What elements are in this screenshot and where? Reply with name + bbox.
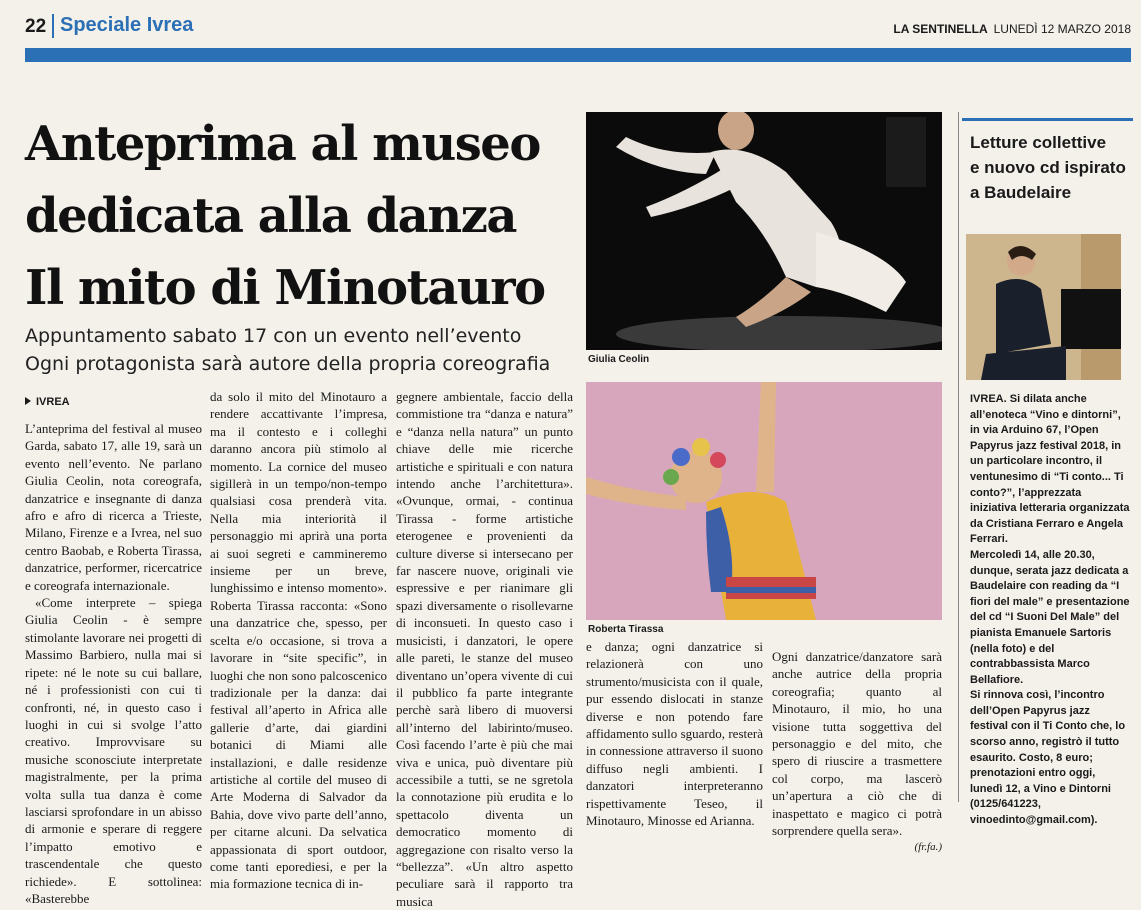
dateline-location: IVREA (36, 396, 70, 408)
section-bar (25, 48, 1131, 62)
headline-line: Anteprima al museo (25, 116, 540, 172)
page-number: 22 (25, 16, 47, 37)
article-paragraph: da solo il mito del Minotauro a rendere accattivante l’impresa, ma il contesto e i colleghi daranno ancora più stimolo al momento. La cornice del museo sigillerà in un tempo/non-tempo qualsiasi cosa prenderà vita. Nella mia interiorità il personaggio mi aprirà una porta ai suoi segreti e cammineremo insieme per un breve, lunghissimo e intenso momento». Roberta Tirassa racconta: «Sono una danzatrice che, spesso, per scelta e/o occasione, si trova a lavorare in “site specific”, in luoghi che non sono palcoscenico tradizionale per la danza: dai festival all’aperto in Africa alle gallerie d’arte, dai giardini botanici di Miami alle installazioni, e dalle residenze artistiche al cortile del museo di Arte Moderna di Salvador da Bahia, dove vivo parte dell’anno, per citarne alcuni. Da selvatica appassionata di sport outdoor, come tanti eporediesi, e per la mia formazione tecnica di in- (210, 389, 387, 892)
issue-date: LUNEDÌ 12 MARZO 2018 (993, 22, 1131, 36)
sidebar-body (970, 392, 1130, 829)
headline (25, 108, 585, 324)
sidebar-title-line: Letture collettive (970, 133, 1107, 152)
subheadline (25, 322, 585, 378)
subheadline-line: Appuntamento sabato 17 con un evento nell’evento (25, 325, 522, 347)
headline-line: dedicata alla danza (25, 188, 517, 244)
dateline (25, 396, 70, 408)
photo-roberta-tirassa (586, 382, 942, 620)
photo-pianist (966, 234, 1121, 380)
sidebar-title (970, 130, 1130, 205)
photo-caption: Giulia Ceolin (588, 354, 650, 365)
article-paragraph: L’anteprima del festival al museo Garda, sabato 17, alle 19, sarà un evento nell’evento. Ne parlano Giulia Ceolin, nota coreografa, danzatrice e insegnante di danza afro e afro di ricerca a Trieste, Milano, Firenze e a Ivrea, nel suo centro Baobab, e Roberta Tirassa, danzatrice, performer, ricercatrice e coreografa internazionale. (25, 421, 202, 593)
masthead (893, 22, 1131, 36)
sidebar-title-line: e nuovo cd ispirato (970, 158, 1126, 177)
sidebar-paragraph: Si rinnova così, l’incontro dell’Open Papyrus jazz festival con il Ti Conto che, lo scorso anno, registrò il tutto esaurito. Costo, 8 euro; prenotazioni entro oggi, lunedì 12, a Vino e Dintorni (0125/641223, vinoedinto@gmail.com). (970, 689, 1126, 827)
section-title: Speciale Ivrea (60, 14, 194, 36)
sidebar-paragraph: Mercoledì 14, alle 20.30, dunque, serata jazz dedicata a Baudelaire con reading da “I fiori del male” e presentazione del cd “I Suoni Del Male” del pianista Emanuele Sartoris (nella foto) e del contrabbassista Marco Bellafiore. (970, 548, 1130, 686)
article-column-5 (772, 648, 942, 857)
article-column-2 (210, 388, 387, 893)
article-column-4 (586, 638, 763, 829)
photo-giulia-ceolin (586, 112, 942, 350)
publication-name: LA SENTINELLA (893, 22, 988, 36)
headline-line: Il mito di Minotauro (25, 260, 545, 316)
article-column-3 (396, 388, 573, 910)
arrow-icon (25, 397, 31, 405)
photo-caption: Roberta Tirassa (588, 624, 664, 635)
subheadline-line: Ogni protagonista sarà autore della propria coreografia (25, 353, 551, 375)
article-paragraph: «Come interprete – spiega Giulia Ceolin - è sempre stimolante lavorare nei progetti di Massimo Barbiero, nulla mai si ripete: né le note su cui ballare, né i professionisti con cui ti confronti, né, in questo caso i luoghi in cui si svolge l’atto creativo. Improvvisare su musiche sconosciute interpretate magistralmente, per la prima volta sulla tua danza è come lasciarsi sprofondare in un abisso di armonie e sperare di reggere l’impatto emotivo e trascendentale che questo richiede». E sottolinea: «Basterebbe (25, 595, 202, 906)
sidebar-title-line: a Baudelaire (970, 183, 1072, 202)
author-signature: (fr.fa.) (914, 841, 942, 854)
sidebar-paragraph: IVREA. Si dilata anche all’enoteca “Vino e dintorni”, in via Arduino 67, l’Open Papyrus jazz festival 2018, in un particolare incontro, il ventunesimo di “Ti conto... Ti conto?”, l’apprezzata iniziativa letteraria organizzata da Cristiana Ferraro e Angela Ferrari. (970, 393, 1130, 546)
article-column-1 (25, 420, 202, 907)
header-divider (52, 14, 54, 38)
article-paragraph: Ogni danzatrice/danzatore sarà anche autrice della propria coreografia; quanto al Minotauro, il mio, ho una visione tutta soggettiva del personaggio e del mito, che spero di riuscire a trasmettere col corpo, ma lascerò un’apertura a ciò che di inaspettato e magico ci potrà sorprendere quella sera». (772, 649, 942, 839)
article-paragraph: gegnere ambientale, faccio della commistione tra “danza e natura” e “danza nella natura” un punto chiave delle mie ricerche artistiche e spirituali e con natura intendo anche l’architettura». «Ovunque, ormai, - continua Tirassa - forme artistiche eterogenee e provenienti da culture diverse si intersecano per far nascere nuove, originali vie espressive e per rianimare gli spazi diversamente o risollevarne di inconsueti. In questo caso i musicisti, i danzatori, le opere alle pareti, le stanze del museo diventano un’opera vivente di cui il pubblico fa parte integrante perchè sarà libero di muoversi all’interno del labirinto/museo. Così facendo l’arte è più che mai viva e unica, può diventare più accessibile a tutti, se ne sgretola la connotazione più erudita e lo spettacolo diventa un democratico momento di aggregazione con risalto verso la “bellezza”. «Un altro aspetto peculiare sarà il rapporto tra musica (396, 389, 573, 909)
article-paragraph: e danza; ogni danzatrice si relazionerà con uno strumento/musicista con il quale, pur essendo dislocati in stanze diverse e non potendo fare affidamento sullo sguardo, resterà in connessione attraverso il suono diffuso negli ambienti. I danzatori interpreteranno rispettivamente Teseo, il Minotauro, Minosse ed Arianna. (586, 639, 763, 829)
sidebar-divider (958, 112, 959, 802)
